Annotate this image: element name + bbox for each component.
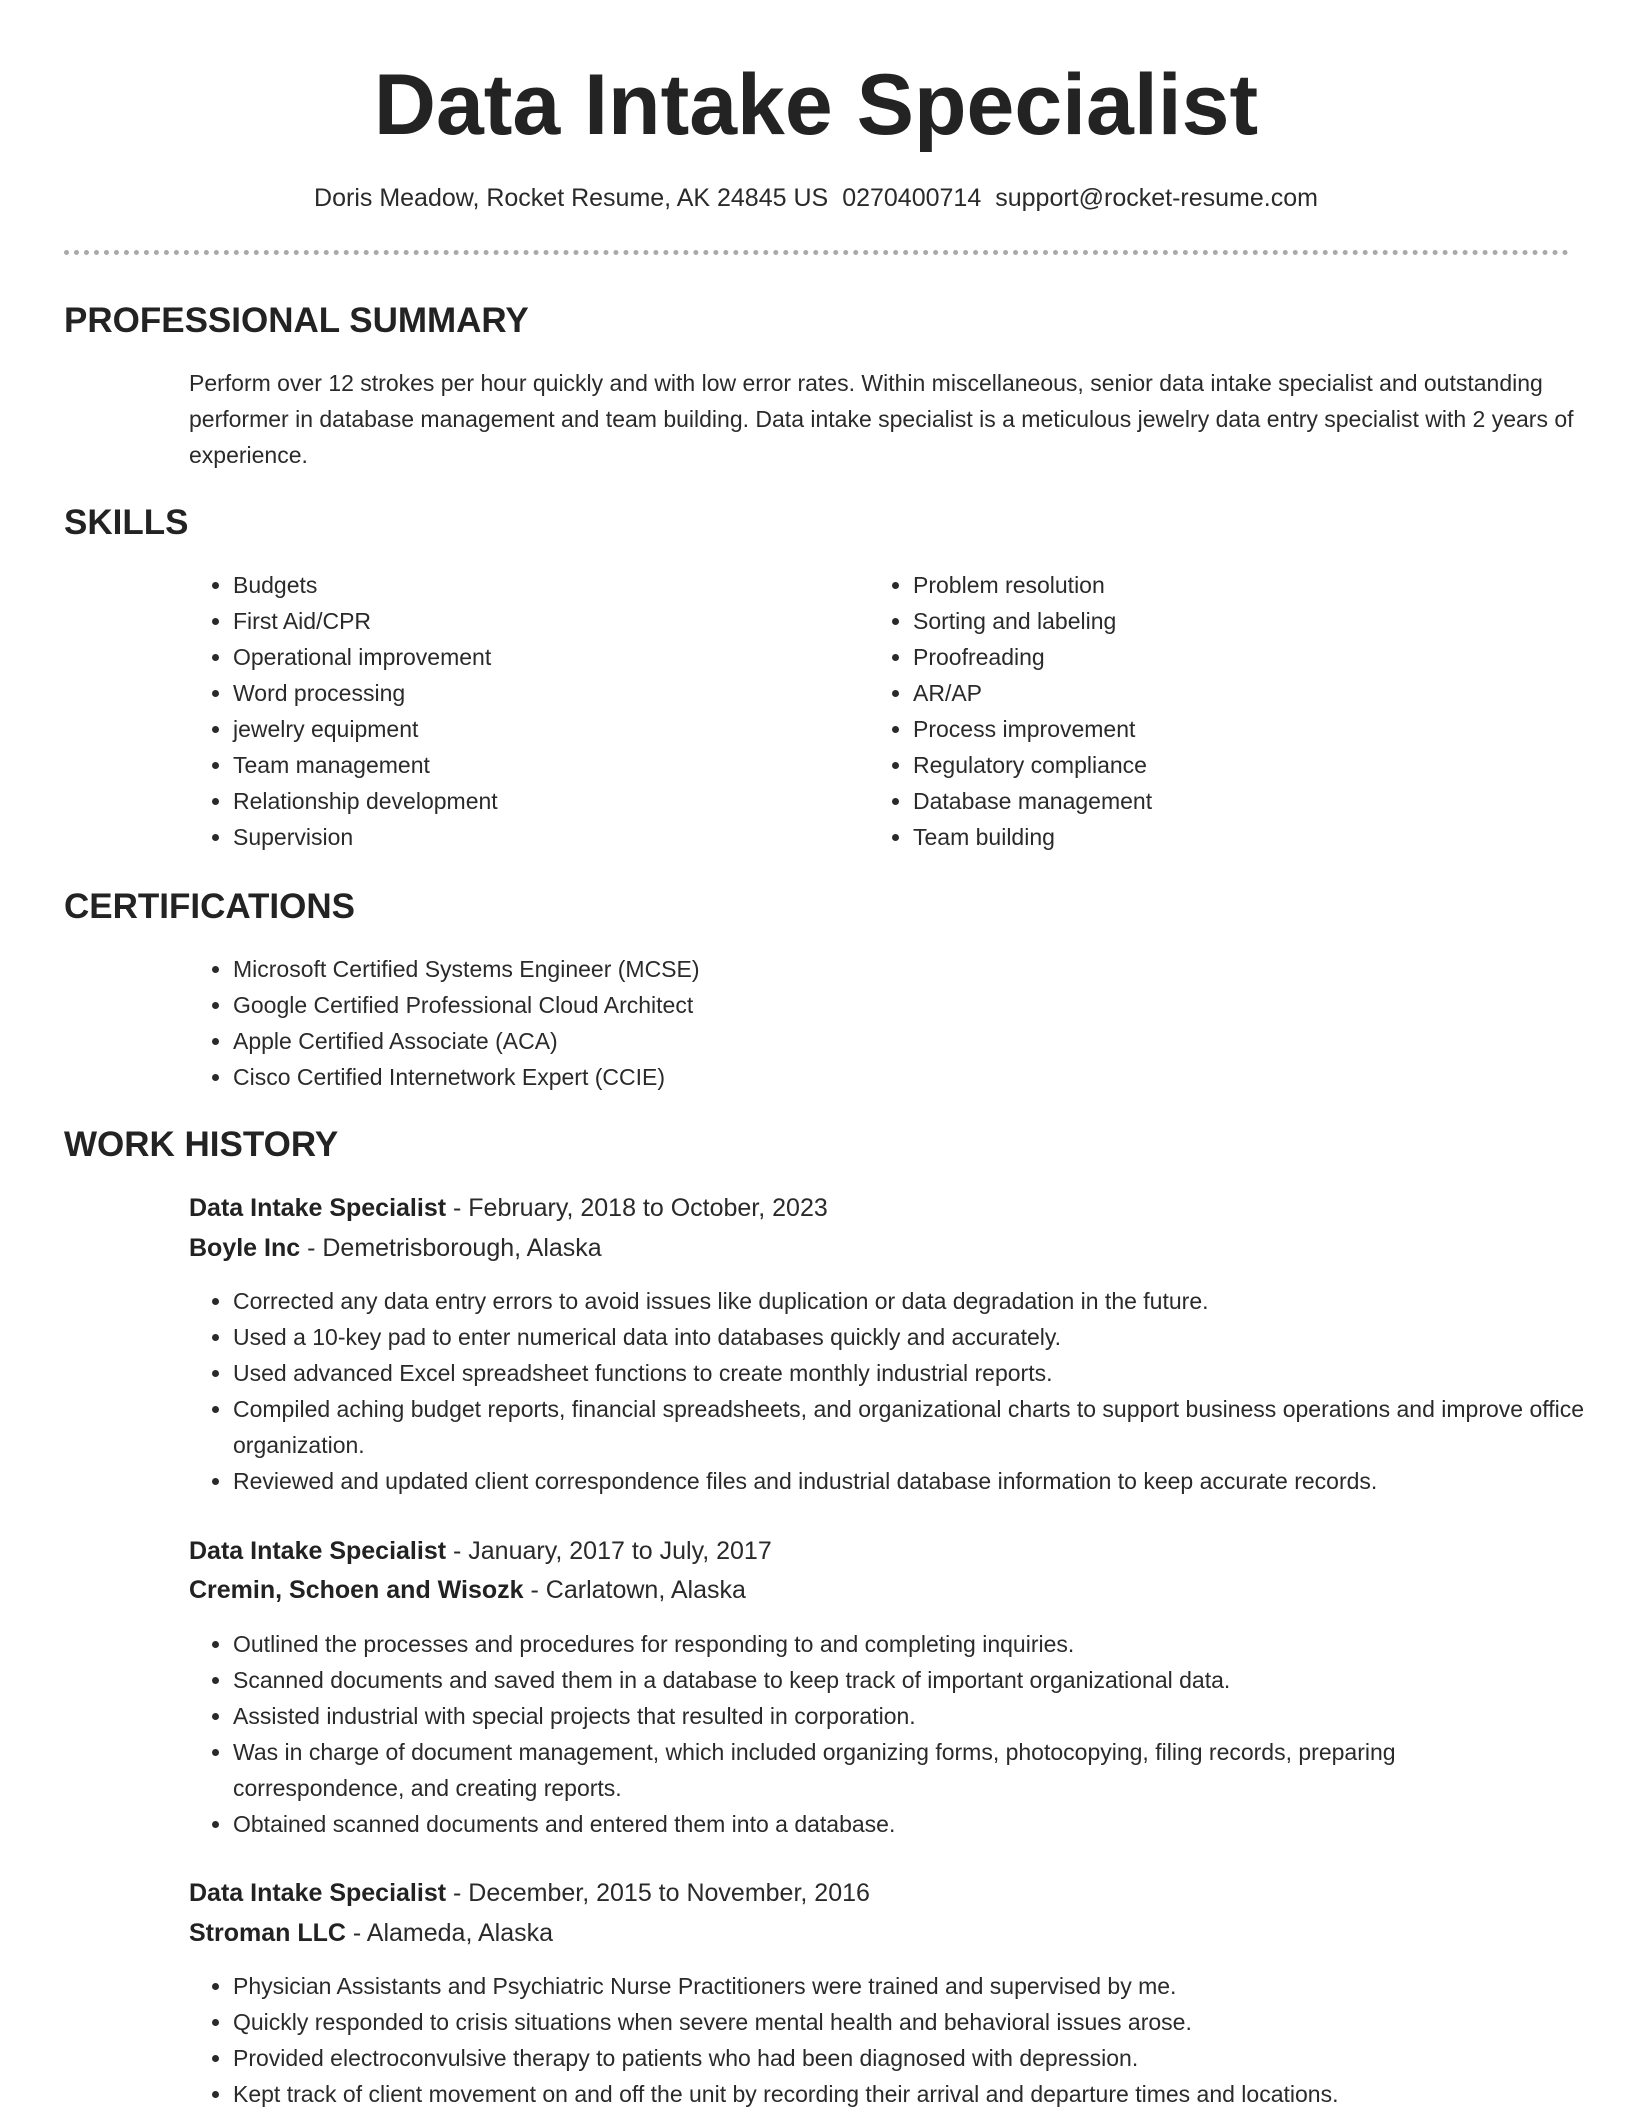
job-bullets	[189, 1626, 1573, 1842]
job-company: Boyle Inc	[189, 1234, 301, 1262]
skill-item: • AR/AP	[913, 675, 1563, 711]
job-bullet: • Assisted industrial with special projects that resulted in corporation.	[233, 1698, 1573, 1734]
job-bullet: • Quickly responded to crisis situations when severe mental health and behavioral issues arose.	[233, 2004, 1613, 2040]
contact-email[interactable]: support@rocket-resume.com	[995, 184, 1318, 212]
job-title: Data Intake Specialist	[189, 1879, 447, 1907]
job-company-line	[189, 1914, 553, 1952]
job-bullet: • Used advanced Excel spreadsheet functions to create monthly industrial reports.	[233, 1355, 1593, 1391]
job-title-line	[189, 1189, 828, 1227]
skill-item: • Operational improvement	[233, 639, 833, 675]
certifications-list	[189, 951, 1573, 1095]
contact-address: Doris Meadow, Rocket Resume, AK 24845 US	[314, 184, 829, 212]
job-title: Data Intake Specialist	[189, 1194, 447, 1222]
resume-title: Data Intake Specialist	[373, 57, 1259, 153]
skills-list-left	[189, 567, 833, 855]
contact-phone: 0270400714	[842, 184, 982, 212]
job-bullet: • Reviewed and updated client correspondence files and industrial database information to keep accurate records.	[233, 1463, 1593, 1499]
certification-item: • Cisco Certified Internetwork Expert (CCIE)	[233, 1059, 1573, 1095]
job-bullet: • Scanned documents and saved them in a database to keep track of important organizational data.	[233, 1662, 1573, 1698]
job-bullet: • Provided electroconvulsive therapy to patients who had been diagnosed with depression.	[233, 2040, 1613, 2076]
job-dates: - February, 2018 to October, 2023	[446, 1194, 828, 1222]
skill-item: • Sorting and labeling	[913, 603, 1563, 639]
job-bullet: • Used a 10-key pad to enter numerical data into databases quickly and accurately.	[233, 1319, 1593, 1355]
skill-item: • Team building	[913, 819, 1563, 855]
job-bullet: • Obtained scanned documents and entered them into a database.	[233, 1806, 1573, 1842]
job-bullets	[189, 1968, 1613, 2112]
work-history-heading: WORK HISTORY	[64, 1125, 339, 1164]
certification-item: • Apple Certified Associate (ACA)	[233, 1023, 1573, 1059]
skill-item: • Proofreading	[913, 639, 1563, 675]
certification-item: • Google Certified Professional Cloud Architect	[233, 987, 1573, 1023]
job-bullet: • Physician Assistants and Psychiatric Nurse Practitioners were trained and supervised by me.	[233, 1968, 1613, 2004]
job-company-line	[189, 1571, 746, 1609]
job-title: Data Intake Specialist	[189, 1537, 447, 1565]
job-bullet: • Outlined the processes and procedures for responding to and completing inquiries.	[233, 1626, 1573, 1662]
job-dates: - January, 2017 to July, 2017	[446, 1537, 772, 1565]
certification-item: • Microsoft Certified Systems Engineer (MCSE)	[233, 951, 1573, 987]
skill-item: • Problem resolution	[913, 567, 1563, 603]
job-company: Stroman LLC	[189, 1919, 346, 1947]
skill-item: • Budgets	[233, 567, 833, 603]
summary-text: Perform over 12 strokes per hour quickly and with low error rates. Within miscellaneous, senior data intake specialist and outstanding performer in database management and team building. Data intake specialist is a meticulous jewelry data entry specialist with 2 years of experience.	[189, 370, 1574, 468]
skills-list-right	[869, 567, 1563, 855]
job-bullet: • Was in charge of document management, which included organizing forms, photocopying, filing records, preparing correspondence, and creating reports.	[233, 1734, 1573, 1806]
job-title-line	[189, 1532, 772, 1570]
header-divider	[64, 250, 1569, 255]
job-dates: - December, 2015 to November, 2016	[446, 1879, 870, 1907]
skill-item: • Supervision	[233, 819, 833, 855]
job-bullet: • Compiled aching budget reports, financial spreadsheets, and organizational charts to support business operations and improve office organization.	[233, 1391, 1593, 1463]
job-location: - Carlatown, Alaska	[523, 1576, 746, 1604]
job-bullets	[189, 1283, 1593, 1499]
job-company-line	[189, 1229, 602, 1267]
skill-item: • Relationship development	[233, 783, 833, 819]
job-bullet: • Corrected any data entry errors to avoid issues like duplication or data degradation in the future.	[233, 1283, 1593, 1319]
summary-heading: PROFESSIONAL SUMMARY	[64, 301, 529, 340]
skill-item: • jewelry equipment	[233, 711, 833, 747]
skill-item: • Process improvement	[913, 711, 1563, 747]
skill-item: • Database management	[913, 783, 1563, 819]
job-bullet: • Kept track of client movement on and off the unit by recording their arrival and departure times and locations.	[233, 2076, 1613, 2112]
job-location: - Demetrisborough, Alaska	[300, 1234, 602, 1262]
skill-item: • First Aid/CPR	[233, 603, 833, 639]
contact-line	[0, 180, 1632, 216]
skill-item: • Team management	[233, 747, 833, 783]
job-company: Cremin, Schoen and Wisozk	[189, 1576, 524, 1604]
certifications-heading: CERTIFICATIONS	[64, 887, 356, 926]
skill-item: • Regulatory compliance	[913, 747, 1563, 783]
job-location: - Alameda, Alaska	[345, 1919, 554, 1947]
skills-heading: SKILLS	[64, 503, 189, 542]
job-title-line	[189, 1874, 870, 1912]
skill-item: • Word processing	[233, 675, 833, 711]
